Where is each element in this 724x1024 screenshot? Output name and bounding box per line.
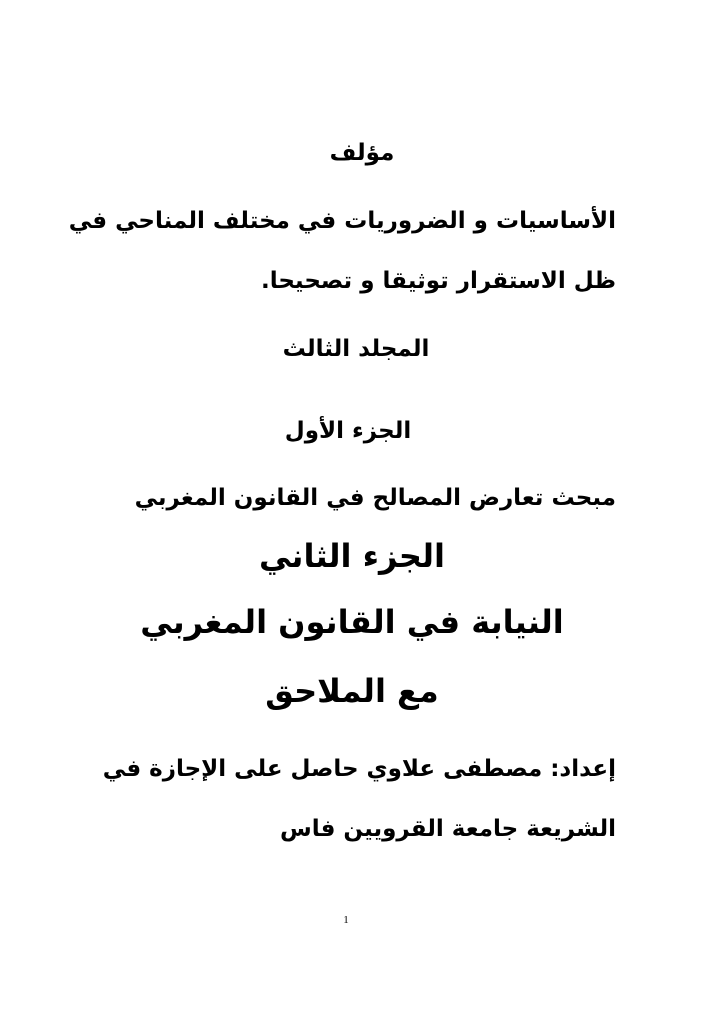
part-two-heading: الجزء الثاني xyxy=(259,537,445,575)
part-heading: الجزء الأول xyxy=(284,418,412,444)
topic-heading: النيابة في القانون المغربي xyxy=(140,603,564,641)
volume-heading: المجلد الثالث xyxy=(282,336,430,362)
author-line-1: إعداد: مصطفى علاوي حاصل على الإجازة في xyxy=(102,756,616,782)
annex-heading: مع الملاحق xyxy=(265,672,439,710)
subtitle-line-1: الأساسيات و الضروريات في مختلف المناحي في xyxy=(68,208,616,234)
subtitle-line-2: ظل الاستقرار توثيقا و تصحيحا. xyxy=(260,268,616,294)
author-line-2: الشريعة جامعة القرويين فاس xyxy=(279,816,616,842)
section-heading: مبحث تعارض المصالح في القانون المغربي xyxy=(134,485,616,511)
document-title: مؤلف xyxy=(329,140,395,166)
page-number: 1 xyxy=(343,914,349,926)
